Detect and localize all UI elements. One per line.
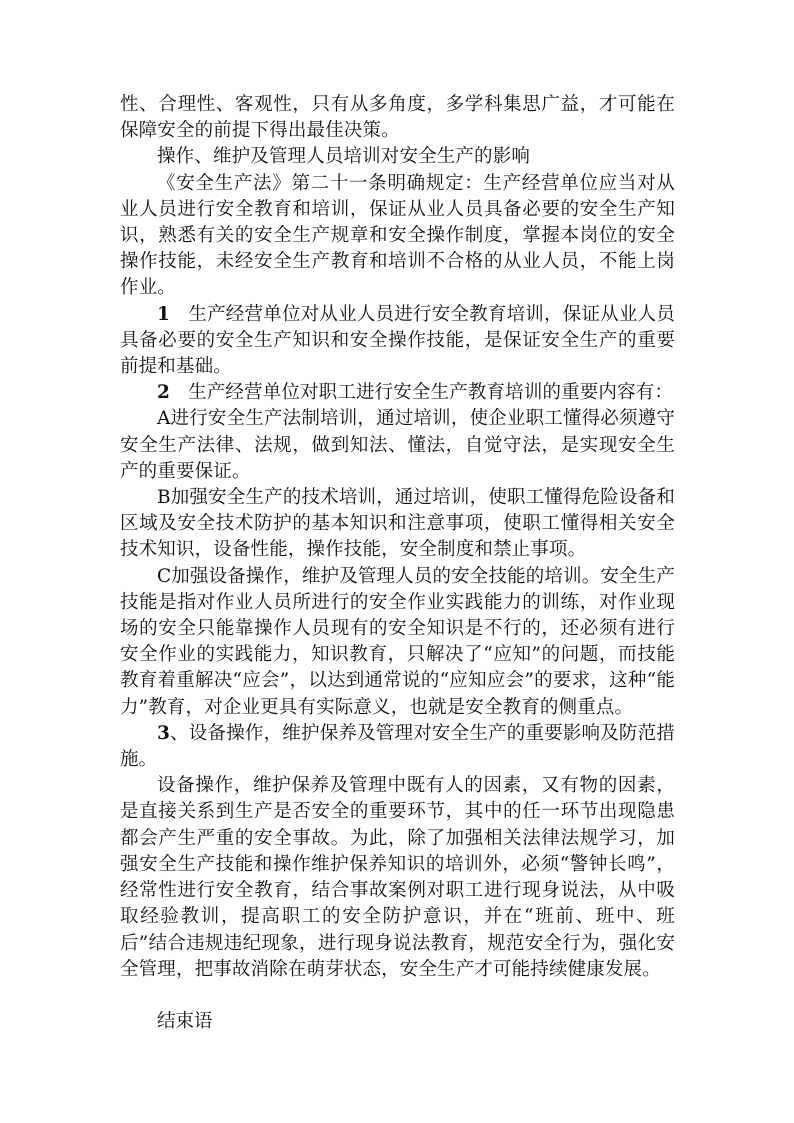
paragraph-item-1 bbox=[120, 302, 675, 381]
item-text: 生产经营单位对从业人员进行安全教育培训，保证从业人员具备必要的安全生产知识和安全操作技能，是保证安全生产的重要前提和基础。 bbox=[120, 303, 676, 378]
item-text: 生产经营单位对职工进行安全生产教育培训的重要内容有： bbox=[188, 382, 674, 404]
paragraph-item-c: C加强设备操作，维护及管理人员的安全技能的培训。安全生产技能是指对作业人员所进行的安全作业实践能力的训练，对作业现场的安全只能靠操作人员现有的安全知识是不行的，还必须有进行安全作业的实践能力，知识教育，只解决了“应知”的问题，而技能教育着重解决“应会”，以达到通常说的“应知应会”的要求，这种“能力”教育，对企业更具有实际意义，也就是安全教育的侧重点。 bbox=[120, 565, 675, 718]
item-number: 1 bbox=[157, 303, 171, 325]
section-heading-training: 操作、维护及管理人员培训对安全生产的影响 bbox=[157, 146, 531, 168]
paragraph-continued: 性、合理性、客观性，只有从多角度，多学科集思广益，才可能在保障安全的前提下得出最佳决策。 bbox=[120, 94, 675, 142]
paragraph-item-a: A进行安全生产法制培训，通过培训，使企业职工懂得必须遵守安全生产法律、法规，做到知法、懂法，自觉守法，是实现安全生产的重要保证。 bbox=[120, 408, 675, 482]
paragraph-gap bbox=[120, 983, 675, 1009]
paragraph-item-3 bbox=[120, 721, 675, 773]
closing-heading: 结束语 bbox=[157, 1010, 213, 1032]
item-number: 3 bbox=[157, 722, 171, 744]
paragraph-law-citation: 《安全生产法》第二十一条明确规定：生产经营单位应当对从业人员进行安全教育和培训，保证从业人员具备必要的安全生产知识，熟悉有关的安全生产规章和安全操作制度，掌握本岗位的安全操作技能，未经安全生产教育和培训不合格的从业人员，不能上岗作业。 bbox=[120, 172, 675, 299]
paragraph-equipment: 设备操作，维护保养及管理中既有人的因素，又有物的因素，是直接关系到生产是否安全的重要环节，其中的任一环节出现隐患都会产生严重的安全事故。为此，除了加强相关法律法规学习，加强安全生产技能和操作维护保养知识的培训外，必须“警钟长鸣”，经常性进行安全教育，结合事故案例对职工进行现身说法，从中吸取经验教训，提高职工的安全防护意识，并在“班前、班中、班后”结合违规违纪现象，进行现身说法教育，规范安全行为，强化安全管理，把事故消除在萌芽状态，安全生产才可能持续健康发展。 bbox=[120, 775, 675, 980]
paragraph-item-2 bbox=[120, 380, 675, 406]
item-number: 2 bbox=[157, 382, 171, 404]
item-text: 、设备操作，维护保养及管理对安全生产的重要影响及防范措施。 bbox=[120, 722, 675, 771]
paragraph-item-b: B加强安全生产的技术培训，通过培训，使职工懂得危险设备和区域及安全技术防护的基本知识和注意事项，使职工懂得相关安全技术知识，设备性能，操作技能，安全制度和禁止事项。 bbox=[120, 487, 675, 561]
document-page bbox=[120, 92, 675, 1035]
